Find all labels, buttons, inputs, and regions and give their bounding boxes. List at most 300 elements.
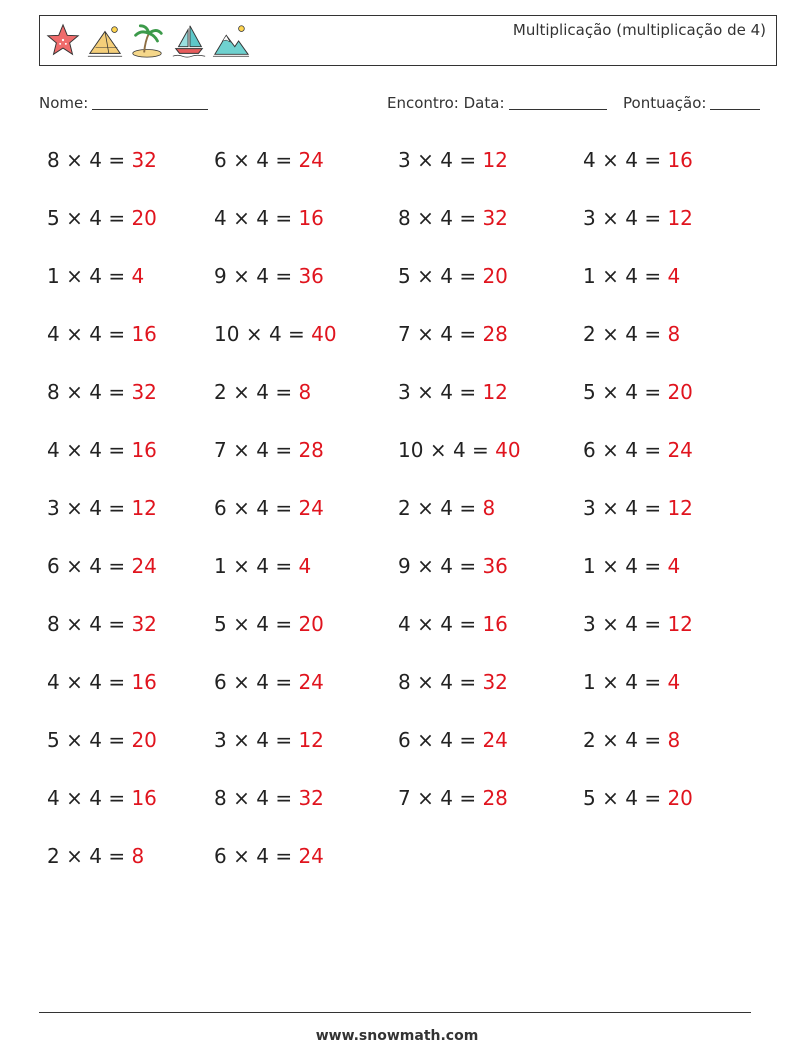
factor-a: 3 [398,380,411,404]
answer: 20 [131,728,157,752]
equals-sign: = [459,148,477,172]
times-sign: × [66,438,83,462]
equals-sign: = [275,264,293,288]
answer: 20 [482,264,508,288]
answer: 20 [298,612,324,636]
problem-item [398,322,508,346]
equals-sign: = [459,380,477,404]
equals-sign: = [108,148,126,172]
times-sign: × [66,554,83,578]
problem-item [398,438,521,462]
equals-sign: = [459,264,477,288]
problem-item [47,206,157,230]
equals-sign: = [644,206,662,230]
answer: 12 [482,148,508,172]
answer: 24 [298,496,324,520]
factor-b: 4 [89,380,102,404]
times-sign: × [602,206,619,230]
equals-sign: = [644,438,662,462]
equals-sign: = [275,438,293,462]
factor-b: 4 [625,438,638,462]
answer: 24 [298,844,324,868]
answer: 28 [482,786,508,810]
times-sign: × [233,786,250,810]
factor-a: 6 [47,554,60,578]
factor-a: 8 [47,380,60,404]
answer: 24 [298,148,324,172]
factor-b: 4 [89,438,102,462]
answer: 24 [667,438,693,462]
problem-item [214,612,324,636]
factor-b: 4 [440,206,453,230]
factor-a: 5 [583,786,596,810]
times-sign: × [66,844,83,868]
equals-sign: = [644,728,662,752]
equals-sign: = [108,786,126,810]
equals-sign: = [275,728,293,752]
answer: 20 [131,206,157,230]
times-sign: × [66,322,83,346]
times-sign: × [233,264,250,288]
problem-item [47,496,157,520]
equals-sign: = [459,728,477,752]
answer: 4 [131,264,145,288]
times-sign: × [429,438,447,462]
answer: 8 [298,380,312,404]
times-sign: × [417,612,434,636]
equals-sign: = [108,380,126,404]
factor-b: 4 [452,438,466,462]
factor-b: 4 [89,612,102,636]
equals-sign: = [108,322,126,346]
factor-b: 4 [440,612,453,636]
times-sign: × [233,844,250,868]
factor-b: 4 [256,728,269,752]
times-sign: × [602,670,619,694]
equals-sign: = [472,438,489,462]
factor-a: 8 [47,612,60,636]
answer: 12 [667,206,693,230]
factor-a: 3 [583,612,596,636]
times-sign: × [66,206,83,230]
equals-sign: = [644,670,662,694]
times-sign: × [602,148,619,172]
times-sign: × [417,728,434,752]
equals-sign: = [275,786,293,810]
problem-item [214,206,324,230]
factor-a: 2 [583,322,596,346]
problem-item [47,844,144,868]
times-sign: × [66,264,83,288]
factor-a: 3 [583,206,596,230]
factor-a: 4 [47,438,60,462]
problem-item [214,264,324,288]
factor-a: 1 [583,554,596,578]
equals-sign: = [459,206,477,230]
factor-b: 4 [89,844,102,868]
problem-item [583,438,693,462]
times-sign: × [602,438,619,462]
problem-item [583,496,693,520]
problem-item [214,322,337,346]
answer: 12 [131,496,157,520]
times-sign: × [245,322,263,346]
answer: 12 [667,496,693,520]
equals-sign: = [459,612,477,636]
factor-a: 2 [214,380,227,404]
factor-a: 1 [47,264,60,288]
factor-b: 4 [256,264,269,288]
footer-divider [39,1012,751,1013]
factor-a: 7 [398,322,411,346]
answer: 32 [298,786,324,810]
equals-sign: = [275,206,293,230]
times-sign: × [602,264,619,288]
factor-a: 5 [47,728,60,752]
times-sign: × [417,206,434,230]
answer: 36 [482,554,508,578]
factor-b: 4 [89,322,102,346]
answer: 32 [482,670,508,694]
times-sign: × [602,554,619,578]
problem-item [398,554,508,578]
worksheet-title: Multiplicação (multiplicação de 4) [512,21,766,39]
answer: 20 [667,786,693,810]
factor-b: 4 [89,554,102,578]
times-sign: × [602,496,619,520]
factor-b: 4 [625,206,638,230]
times-sign: × [233,612,250,636]
factor-a: 5 [214,612,227,636]
problem-item [583,554,680,578]
equals-sign: = [644,148,662,172]
answer: 12 [298,728,324,752]
answer: 24 [131,554,157,578]
answer: 28 [482,322,508,346]
factor-a: 4 [47,670,60,694]
factor-a: 3 [398,148,411,172]
problem-item [47,438,157,462]
answer: 12 [667,612,693,636]
times-sign: × [233,148,250,172]
answer: 32 [482,206,508,230]
factor-b: 4 [625,786,638,810]
factor-b: 4 [256,380,269,404]
problem-item [583,264,680,288]
problem-item [47,612,157,636]
times-sign: × [417,380,434,404]
factor-b: 4 [440,786,453,810]
factor-b: 4 [89,786,102,810]
answer: 20 [667,380,693,404]
problem-item [398,728,508,752]
times-sign: × [233,206,250,230]
problem-item [214,496,324,520]
answer: 36 [298,264,324,288]
problem-item [398,264,508,288]
date-label: Encontro: Data: [387,94,505,112]
answer: 40 [495,438,521,462]
factor-b: 4 [625,670,638,694]
answer: 8 [667,728,681,752]
equals-sign: = [108,844,126,868]
factor-a: 3 [47,496,60,520]
times-sign: × [233,496,250,520]
factor-a: 4 [398,612,411,636]
factor-b: 4 [440,322,453,346]
times-sign: × [233,380,250,404]
problem-item [583,206,693,230]
equals-sign: = [459,496,477,520]
factor-b: 4 [89,670,102,694]
times-sign: × [602,380,619,404]
factor-b: 4 [440,728,453,752]
problem-item [47,670,157,694]
answer: 16 [298,206,324,230]
factor-b: 4 [89,264,102,288]
factor-b: 4 [625,728,638,752]
problem-item [214,554,311,578]
factor-b: 4 [440,496,453,520]
answer: 32 [131,612,157,636]
equals-sign: = [275,380,293,404]
equals-sign: = [459,786,477,810]
times-sign: × [602,786,619,810]
problem-item [214,438,324,462]
factor-b: 4 [625,322,638,346]
problem-item [583,380,693,404]
factor-a: 3 [583,496,596,520]
problem-item [398,148,508,172]
times-sign: × [66,148,83,172]
times-sign: × [417,554,434,578]
problem-item [583,670,680,694]
factor-b: 4 [256,496,269,520]
equals-sign: = [275,554,293,578]
factor-a: 7 [214,438,227,462]
problem-item [214,728,324,752]
factor-b: 4 [256,206,269,230]
problem-item [214,148,324,172]
answer: 4 [667,670,681,694]
answer: 16 [667,148,693,172]
times-sign: × [66,728,83,752]
equals-sign: = [108,496,126,520]
problem-item [47,786,157,810]
factor-a: 10 [214,322,240,346]
problem-item [398,670,508,694]
equals-sign: = [644,264,662,288]
problem-item [583,612,693,636]
problem-item [47,380,157,404]
problem-item [583,322,680,346]
problem-item [47,148,157,172]
factor-b: 4 [625,264,638,288]
times-sign: × [233,554,250,578]
factor-b: 4 [625,148,638,172]
times-sign: × [233,438,250,462]
times-sign: × [233,670,250,694]
answer: 32 [131,380,157,404]
factor-a: 6 [398,728,411,752]
problem-item [47,322,157,346]
factor-b: 4 [89,728,102,752]
times-sign: × [417,786,434,810]
factor-b: 4 [256,786,269,810]
factor-a: 2 [47,844,60,868]
answer: 24 [482,728,508,752]
factor-a: 6 [214,844,227,868]
factor-b: 4 [440,670,453,694]
answer: 16 [131,322,157,346]
problem-item [398,786,508,810]
factor-a: 2 [583,728,596,752]
times-sign: × [417,264,434,288]
factor-a: 8 [398,670,411,694]
equals-sign: = [108,612,126,636]
factor-b: 4 [89,496,102,520]
factor-b: 4 [256,612,269,636]
problem-item [47,264,144,288]
answer: 28 [298,438,324,462]
problem-item [47,554,157,578]
factor-a: 6 [214,148,227,172]
equals-sign: = [108,728,126,752]
factor-a: 5 [47,206,60,230]
equals-sign: = [644,786,662,810]
factor-a: 2 [398,496,411,520]
times-sign: × [66,496,83,520]
factor-a: 8 [47,148,60,172]
problem-item [214,670,324,694]
answer: 8 [482,496,496,520]
factor-a: 1 [583,264,596,288]
equals-sign: = [275,612,293,636]
problem-item [583,728,680,752]
answer: 16 [131,786,157,810]
answer: 32 [131,148,157,172]
problem-item [398,612,508,636]
factor-b: 4 [256,554,269,578]
problem-item [398,380,508,404]
factor-a: 1 [583,670,596,694]
problem-item [214,380,311,404]
problem-item [47,728,157,752]
factor-b: 4 [89,206,102,230]
answer: 8 [131,844,145,868]
factor-b: 4 [625,496,638,520]
factor-b: 4 [625,380,638,404]
factor-a: 8 [398,206,411,230]
equals-sign: = [108,438,126,462]
factor-b: 4 [268,322,282,346]
footer-url: www.snowmath.com [315,1028,479,1044]
factor-a: 4 [47,786,60,810]
times-sign: × [66,670,83,694]
times-sign: × [602,612,619,636]
answer: 16 [482,612,508,636]
equals-sign: = [275,148,293,172]
times-sign: × [602,728,619,752]
answer: 4 [667,264,681,288]
times-sign: × [233,728,250,752]
factor-a: 5 [583,380,596,404]
answer: 4 [667,554,681,578]
times-sign: × [417,148,434,172]
equals-sign: = [108,206,126,230]
problem-item [583,786,693,810]
problem-item [583,148,693,172]
times-sign: × [66,612,83,636]
factor-a: 8 [214,786,227,810]
problem-item [214,786,324,810]
answer: 12 [482,380,508,404]
answer: 40 [311,322,337,346]
problem-item [214,844,324,868]
factor-a: 6 [214,670,227,694]
times-sign: × [602,322,619,346]
equals-sign: = [459,554,477,578]
factor-b: 4 [89,148,102,172]
times-sign: × [417,496,434,520]
times-sign: × [417,670,434,694]
times-sign: × [417,322,434,346]
equals-sign: = [108,264,126,288]
factor-a: 7 [398,786,411,810]
factor-b: 4 [440,264,453,288]
name-label: Nome: [39,94,89,112]
equals-sign: = [459,322,477,346]
score-label: Pontuação: [623,94,707,112]
equals-sign: = [108,670,126,694]
factor-b: 4 [440,148,453,172]
factor-a: 5 [398,264,411,288]
equals-sign: = [459,670,477,694]
factor-b: 4 [256,438,269,462]
equals-sign: = [644,554,662,578]
answer: 16 [131,670,157,694]
equals-sign: = [275,670,293,694]
equals-sign: = [108,554,126,578]
equals-sign: = [275,844,293,868]
factor-a: 1 [214,554,227,578]
equals-sign: = [644,496,662,520]
factor-a: 10 [398,438,424,462]
times-sign: × [66,786,83,810]
answer: 16 [131,438,157,462]
equals-sign: = [275,496,293,520]
factor-a: 6 [214,496,227,520]
problem-item [398,496,495,520]
equals-sign: = [644,612,662,636]
problem-item [398,206,508,230]
factor-a: 4 [583,148,596,172]
factor-a: 4 [214,206,227,230]
factor-a: 9 [214,264,227,288]
answer: 8 [667,322,681,346]
equals-sign: = [288,322,305,346]
factor-a: 3 [214,728,227,752]
factor-a: 6 [583,438,596,462]
equals-sign: = [644,322,662,346]
answer: 24 [298,670,324,694]
factor-b: 4 [625,554,638,578]
factor-a: 4 [47,322,60,346]
factor-b: 4 [440,380,453,404]
answer: 4 [298,554,312,578]
factor-a: 9 [398,554,411,578]
times-sign: × [66,380,83,404]
